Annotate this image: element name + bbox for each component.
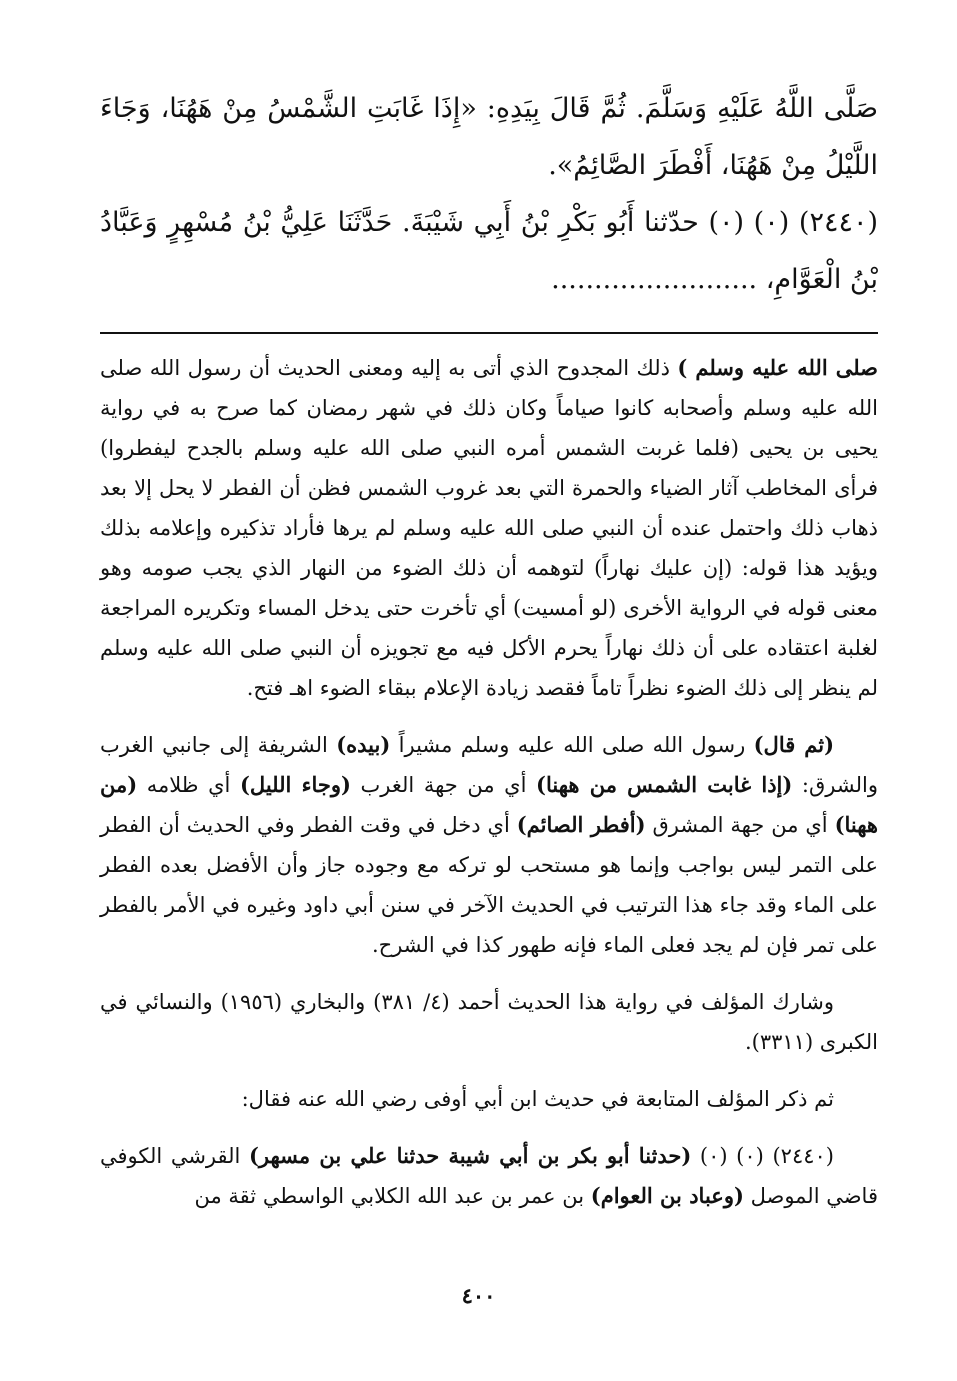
commentary-text: (٢٤٤٠) (٠) (٠) — [691, 1144, 834, 1168]
bold-phrase: (وعباد بن العوام) — [590, 1183, 744, 1208]
commentary-text: رسول الله صلى الله عليه وسلم مشيراً — [390, 733, 754, 757]
hadith-isnad-line: (٢٤٤٠) (٠) (٠) حدّثنا أَبُو بَكْرِ بْنُ أَبِي شَيْبَةَ. حَدَّثَنَا عَلِيُّ بْنُ مُسْهِرٍ وَعَبَّادُ بْنُ الْعَوَّامِ، ........................ — [100, 207, 879, 295]
bold-phrase: صلى الله عليه وسلم ) — [677, 355, 878, 380]
commentary-text: ذلك المجدوح الذي أتى به إليه ومعنى الحديث أن رسول الله صلى الله عليه وسلم وأصحابه كانوا صياماً وكان ذلك في شهر رمضان كما صرح به في رواية يحيى بن يحيى (فلما غربت الشمس أمره النبي صلى الله عليه وسلم بالجدح ليفطروا) فرأى المخاطب آثار الضياء والحمرة التي بعد غروب الشمس فظن أن الفطر لا يحل إلا بعد ذهاب ذلك واحتمل عنده أن النبي صلى الله عليه وسلم لم يرها فأراد تذكيره وإعلامه بذلك ويؤيد هذا قوله: (إن عليك نهاراً) لتوهمه أن ذلك الضوء من النهار الذي يجب صومه وهو معنى قوله في الرواية الأخرى (لو أمسيت) أي تأخرت حتى يدخل المساء وتكريره المراجعة لغلبة اعتقاده على أن ذلك نهاراً يحرم الأكل فيه مع تجويزه أن النبي صلى الله عليه وسلم لم ينظر إلى ذلك الضوء نظراً تاماً فقصد زيادة الإعلام ببقاء الضوء اهـ فتح. — [100, 356, 878, 700]
commentary-text: أي من جهة المشرق — [645, 813, 835, 837]
hadith-text-line: صَلَّى اللَّهُ عَلَيْهِ وَسَلَّمَ. ثُمَّ قَالَ بِيَدِهِ: «إِذَا غَابَتِ الشَّمْسُ مِنْ هَهُنَا، وَجَاءَ اللَّيْلُ مِنْ هَهُنَا، أَفْطَرَ الصَّائِمُ». — [100, 93, 878, 181]
page-number: ٤٠٠ — [461, 1283, 496, 1308]
footnote-divider — [100, 332, 878, 334]
commentary-text: أي ظلامه — [137, 773, 240, 797]
commentary-text: الشريفة إلى جانبي الغرب والشرق: — [100, 733, 878, 797]
commentary-section — [100, 348, 878, 1216]
bold-phrase: (إذا غابت الشمس من ههنا) — [536, 772, 793, 797]
bold-phrase: (من ههنا) — [100, 772, 879, 837]
bold-phrase: (بيده) — [336, 732, 391, 757]
book-page — [100, 80, 878, 1216]
commentary-text: بن عمر بن عبد الله الكلابي الواسطي ثقة من — [194, 1184, 591, 1208]
commentary-paragraph-5 — [100, 1136, 878, 1216]
bold-phrase: (حدثنا أبو بكر بن أبي شيبة حدثنا علي بن مسهر) — [248, 1143, 692, 1168]
commentary-paragraph-1 — [100, 348, 878, 708]
commentary-paragraph-3: وشارك المؤلف في رواية هذا الحديث أحمد (٤/ ٣٨١) والبخاري (١٩٥٦) والنسائي في الكبرى (٣٣١١). — [100, 990, 878, 1054]
commentary-paragraph-4: ثم ذكر المؤلف المتابعة في حديث ابن أبي أوفى رضي الله عنه فقال: — [241, 1087, 834, 1111]
commentary-text: أي دخل في وقت الفطر وفي الحديث أن الفطر على التمر ليس بواجب وإنما هو مستحب لو تركه مع وجوده جاز وأن الأفضل بعده الفطر على الماء وقد جاء هذا الترتيب في الحديث الآخر في سنن أبي داود وغيره في الأمر بالفطر على تمر فإن لم يجد فعلى الماء فإنه طهور كذا في الشرح. — [100, 813, 878, 957]
bold-phrase: (وجاء الليل) — [239, 772, 351, 797]
commentary-text: أي من جهة الغرب — [350, 773, 537, 797]
commentary-text: القرشي الكوفي قاضي الموصل — [100, 1144, 878, 1208]
bold-phrase: (ثم قال) — [753, 732, 834, 757]
bold-phrase: (أفطر الصائم) — [516, 812, 646, 837]
hadith-text-section — [100, 80, 878, 308]
commentary-paragraph-2 — [100, 725, 878, 965]
